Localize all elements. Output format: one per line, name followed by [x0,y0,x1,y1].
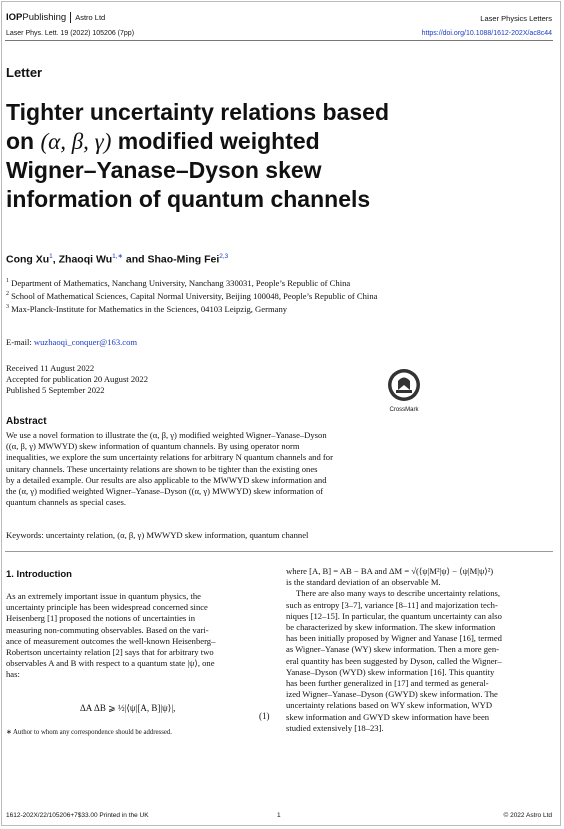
author-name: Cong Xu [6,253,50,266]
equation-number: (1) [259,711,270,721]
journal-name: Laser Physics Letters [480,14,552,23]
author-affil-link[interactable]: 1 [49,253,53,260]
intro-left-column: As an extremely important issue in quantum physics, the uncertainty principle has been widespread concerned since Heisenberg [1] proposed the notions of uncertainties in measuring non-commuting observables. Based on the vari- ance of measurement outcomes the well-known Heisenberg– Robertson uncertainty relation [2] says that for arbitrary two observables A and B with respect to a quantum state |ψ⟩, one has: [6,591,216,680]
author-name: Zhaoqi Wu [58,253,113,266]
affiliation-item: $^3$ Max-Planck-Institute for Mathematics in the Sciences, 04103 Leipzig, Germany [6,303,288,314]
section-heading: 1. Introduction [6,569,72,580]
author-list: Cong Xu$^1$, Zhaoqi $Wu^{1,∗}$ and Shao-Ming Fei$^{2,3}$ [6,253,229,266]
footer-copyright: © 2022 Astro Ltd [503,812,552,819]
citation: Laser Phys. Lett. 19 (2022) 105206 (7pp) [6,30,135,37]
email-line: E-mail: wuzhaoqi_conquer@163.com [6,337,138,347]
doi-link[interactable]: https://doi.org/10.1088/1612-202X/ac8c44 [421,30,552,37]
author-affil-link[interactable]: 2,3 [219,253,229,260]
affiliations [6,276,416,315]
publisher-logo: IOPPublishing Astro Ltd [6,12,106,23]
crossmark-badge[interactable] [381,368,427,413]
page-number: 1 [277,812,281,819]
equation-1: ΔA ΔB ⩾ ½|⟨ψ|[A, B]|ψ⟩|, [80,703,176,713]
email-link[interactable]: wuzhaoqi_conquer@163.com [33,337,138,347]
astro-ltd-label: Astro Ltd [75,13,106,22]
footer-issn: 1612-202X/22/105206+7$33.00 Printed in the UK [6,812,149,819]
header-divider [5,40,553,41]
affiliation-item: $^2$ School of Mathematical Sciences, Capital Normal University, Beijing 100048, People’s Republic of China [6,290,378,301]
crossmark-label: CrossMark [389,407,419,413]
crossmark-icon [387,368,421,402]
abstract-heading: Abstract [6,416,47,427]
abstract-body: We use a novel formation to illustrate the (α, β, γ) modified weighted Wigner–Yanase–Dyson ((α, β, γ) MWWYD) skew information of quantum channels. By using operator norm inequalities, we explore the sum uncertainty relations for arbitrary N quantum channels and for unitary channels. These uncertainty relations are shown to be tighter than the existing ones by a detailed example. Our results are also applicable to the MWWYD skew information and the (α, γ) modified weighted Wigner–Yanase–Dyson ((α, γ) MWWYD) skew information of quantum channels as special cases. [6,430,333,508]
keywords: Keywords: uncertainty relation, (α, β, γ) MWWYD skew information, quantum channel [6,530,309,540]
author-affil-link[interactable]: 1,∗ [112,253,123,260]
footnote: ∗ Author to whom any correspondence should be addressed. [6,729,172,736]
affiliation-item: $^1$ Department of Mathematics, Nanchang University, Nanchang 330031, People’s Republic of China [6,277,351,288]
article-title: Tighter uncertainty relations based on (α, β, γ) modified weighted Wigner–Yanase–Dyson skew information of quantum channels [6,99,390,212]
intro-right-column: where [A, B] = AB − BA and ΔM = √(⟨ψ|M²|ψ⟩ − ⟨ψ|M|ψ⟩²) is the standard deviation of an observable M. There are also many ways to describe uncertainty relations, such as entropy [3–7], variance [8–11] and majorization tech- niques [12–15]. In particular, the quantum uncertainty can also be characterized by skew information. The skew information has been initially proposed by Wigner and Yanase [16], termed as Wigner–Yanase (WY) skew information. Then a more gen- eral quantity has been suggested by Dyson, called the Wigner– Yanase–Dyson (WYD) skew information [16]. This quantity has been further generalized in [17] and termed as general- ized Wigner–Yanase–Dyson (GWYD) skew information. The uncertainty relations based on WY skew information, WYD skew information and GWYD skew information have been studied extensively [18–23]. [286,566,502,733]
author-name: Shao-Ming Fei [147,253,220,266]
article-type: Letter [6,65,43,80]
section-divider [5,551,553,552]
article-dates: Received 11 August 2022 Accepted for publication 20 August 2022 Published 5 September 2022 [6,363,149,395]
